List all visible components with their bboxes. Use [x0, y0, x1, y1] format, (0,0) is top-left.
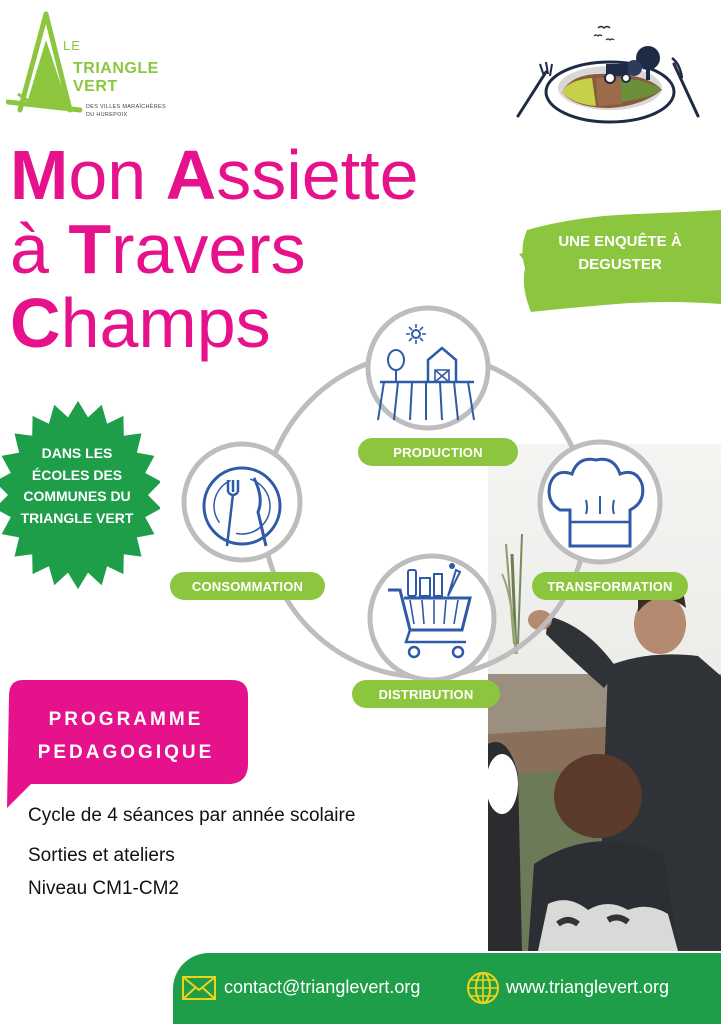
- enquete-line-1: UNE ENQUÊTE À: [558, 233, 682, 250]
- production-node: [368, 308, 488, 428]
- title-text-ravers: ravers: [111, 210, 306, 288]
- distribution-label: DISTRIBUTION: [352, 680, 500, 708]
- programme-line-2: PEDAGOGIQUE: [37, 742, 215, 764]
- starburst-badge: [2, 443, 152, 530]
- consommation-node: [184, 444, 300, 560]
- plate-icon: [510, 20, 710, 130]
- logo-subtitle-2: DU HUREPOIX: [86, 112, 128, 118]
- transformation-label: TRANSFORMATION: [532, 572, 688, 600]
- consommation-label: CONSOMMATION: [170, 572, 325, 600]
- logo-text-vert: VERT: [73, 78, 118, 95]
- title-initial-c: C: [10, 284, 61, 362]
- programme-badge: [10, 703, 242, 770]
- starburst-line-3: COMMUNES DU: [23, 488, 131, 505]
- title-text-a-grave: à: [10, 210, 69, 288]
- title-text-ssiette: ssiette: [216, 136, 419, 214]
- production-label: PRODUCTION: [358, 438, 518, 466]
- transformation-node: [540, 442, 660, 562]
- starburst-line-1: DANS LES: [41, 445, 113, 461]
- logo-text-le: LE: [63, 38, 81, 53]
- programme-line-1: PROGRAMME: [48, 709, 204, 730]
- title-initial-t: T: [68, 210, 112, 288]
- logo-text-triangle: TRIANGLE: [73, 60, 159, 77]
- contact-footer: [173, 953, 721, 1024]
- contact-email[interactable]: contact@trianglevert.org: [224, 977, 421, 997]
- mail-icon: [181, 974, 217, 1002]
- logo-subtitle: DES VILLES MARAÎCHÈRES: [86, 104, 166, 110]
- title-initial-m: M: [10, 136, 69, 214]
- title-text-hamps: hamps: [60, 284, 271, 362]
- starburst-line-4: TRIANGLE VERT: [20, 510, 134, 527]
- title-initial-a: A: [165, 136, 217, 214]
- title-line-2: [10, 210, 306, 288]
- detail-cycle: Cycle de 4 séances par année scolaire: [28, 805, 356, 826]
- detail-niveau: Niveau CM1-CM2: [28, 878, 179, 899]
- contact-website[interactable]: www.trianglevert.org: [506, 977, 670, 997]
- enquete-banner: [530, 230, 710, 277]
- food-cycle-diagram: [170, 300, 710, 720]
- detail-sorties: Sorties et ateliers: [28, 845, 175, 866]
- distribution-node: [370, 556, 494, 680]
- title-text-on: on: [68, 136, 166, 214]
- title-line-1: [10, 136, 419, 214]
- starburst-line-2: ÉCOLES DES: [31, 466, 123, 483]
- globe-icon: [465, 970, 501, 1006]
- enquete-line-2: DEGUSTER: [578, 256, 662, 274]
